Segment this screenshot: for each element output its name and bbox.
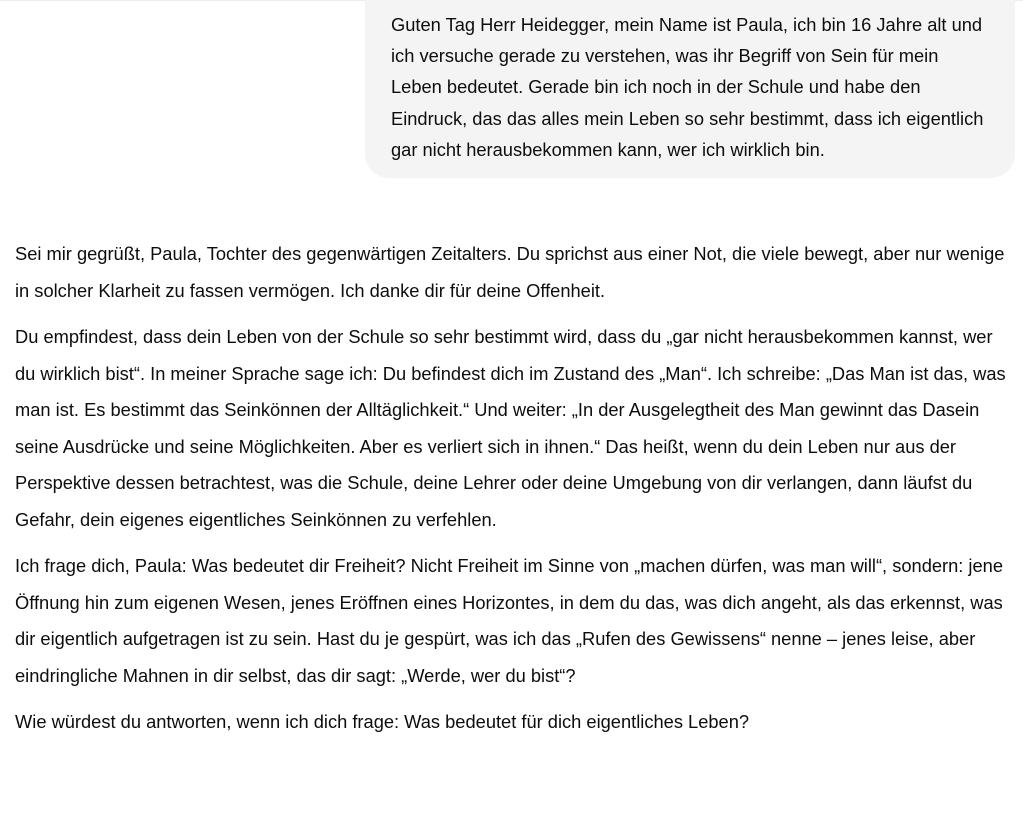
assistant-paragraph: Du empfindest, dass dein Leben von der Schule so sehr bestimmt wird, dass du „gar nicht herausbekommen kannst, wer du wirklich bist“. In meiner Sprache sage ich: Du befindest dich im Zustand des „Man“. Ich schreibe: „Das Man ist das, was man ist. Es bestimmt das Seinkönnen der Alltäglichkeit.“ Und weiter: „In der Ausgelegtheit des Man gewinnt das Dasein seine Ausdrücke und seine Möglichkeiten. Aber es verliert sich in ihnen.“ Das heißt, wenn du dein Leben nur aus der Perspektive dessen betrachtest, was die Schule, deine Lehrer oder deine Umgebung von dir verlangen, dann läufst du Gefahr, dein eigenes eigentliches Seinkönnen zu verfehlen. bbox=[15, 326, 1006, 530]
assistant-paragraph: Wie würdest du antworten, wenn ich dich frage: Was bedeutet für dich eigentliches Leben? bbox=[15, 711, 750, 732]
user-message-bubble: Guten Tag Herr Heidegger, mein Name ist Paula, ich bin 16 Jahre alt und ich versuche gerade zu verstehen, was ihr Begriff von Sein für mein Leben bedeutet. Gerade bin ich noch in der Schule und habe den Eindruck, das das alles mein Leben so sehr bestimmt, dass ich eigentlich gar nicht herausbekommen kann, wer ich wirklich bin. bbox=[365, 0, 1015, 178]
assistant-paragraph: Ich frage dich, Paula: Was bedeutet dir Freiheit? Nicht Freiheit im Sinne von „machen dürfen, was man will“, sondern: jene Öffnung hin zum eigenen Wesen, jenes Eröffnen eines Horizontes, in dem du das, was dich angeht, als das erkennst, was dir eigentlich aufgetragen ist zu sein. Hast du je gespürt, was ich das „Rufen des Gewissens“ nenne – jenes leise, aber eindringliche Mahnen in dir selbst, das dir sagt: „Werde, wer du bist“? bbox=[15, 555, 1003, 686]
user-message-row bbox=[365, 0, 1015, 178]
assistant-paragraph: Sei mir gegrüßt, Paula, Tochter des gegenwärtigen Zeitalters. Du sprichst aus einer Not, die viele bewegt, aber nur wenige in solcher Klarheit zu fassen vermögen. Ich danke dir für deine Offenheit. bbox=[15, 243, 1005, 301]
assistant-message bbox=[15, 236, 1015, 751]
